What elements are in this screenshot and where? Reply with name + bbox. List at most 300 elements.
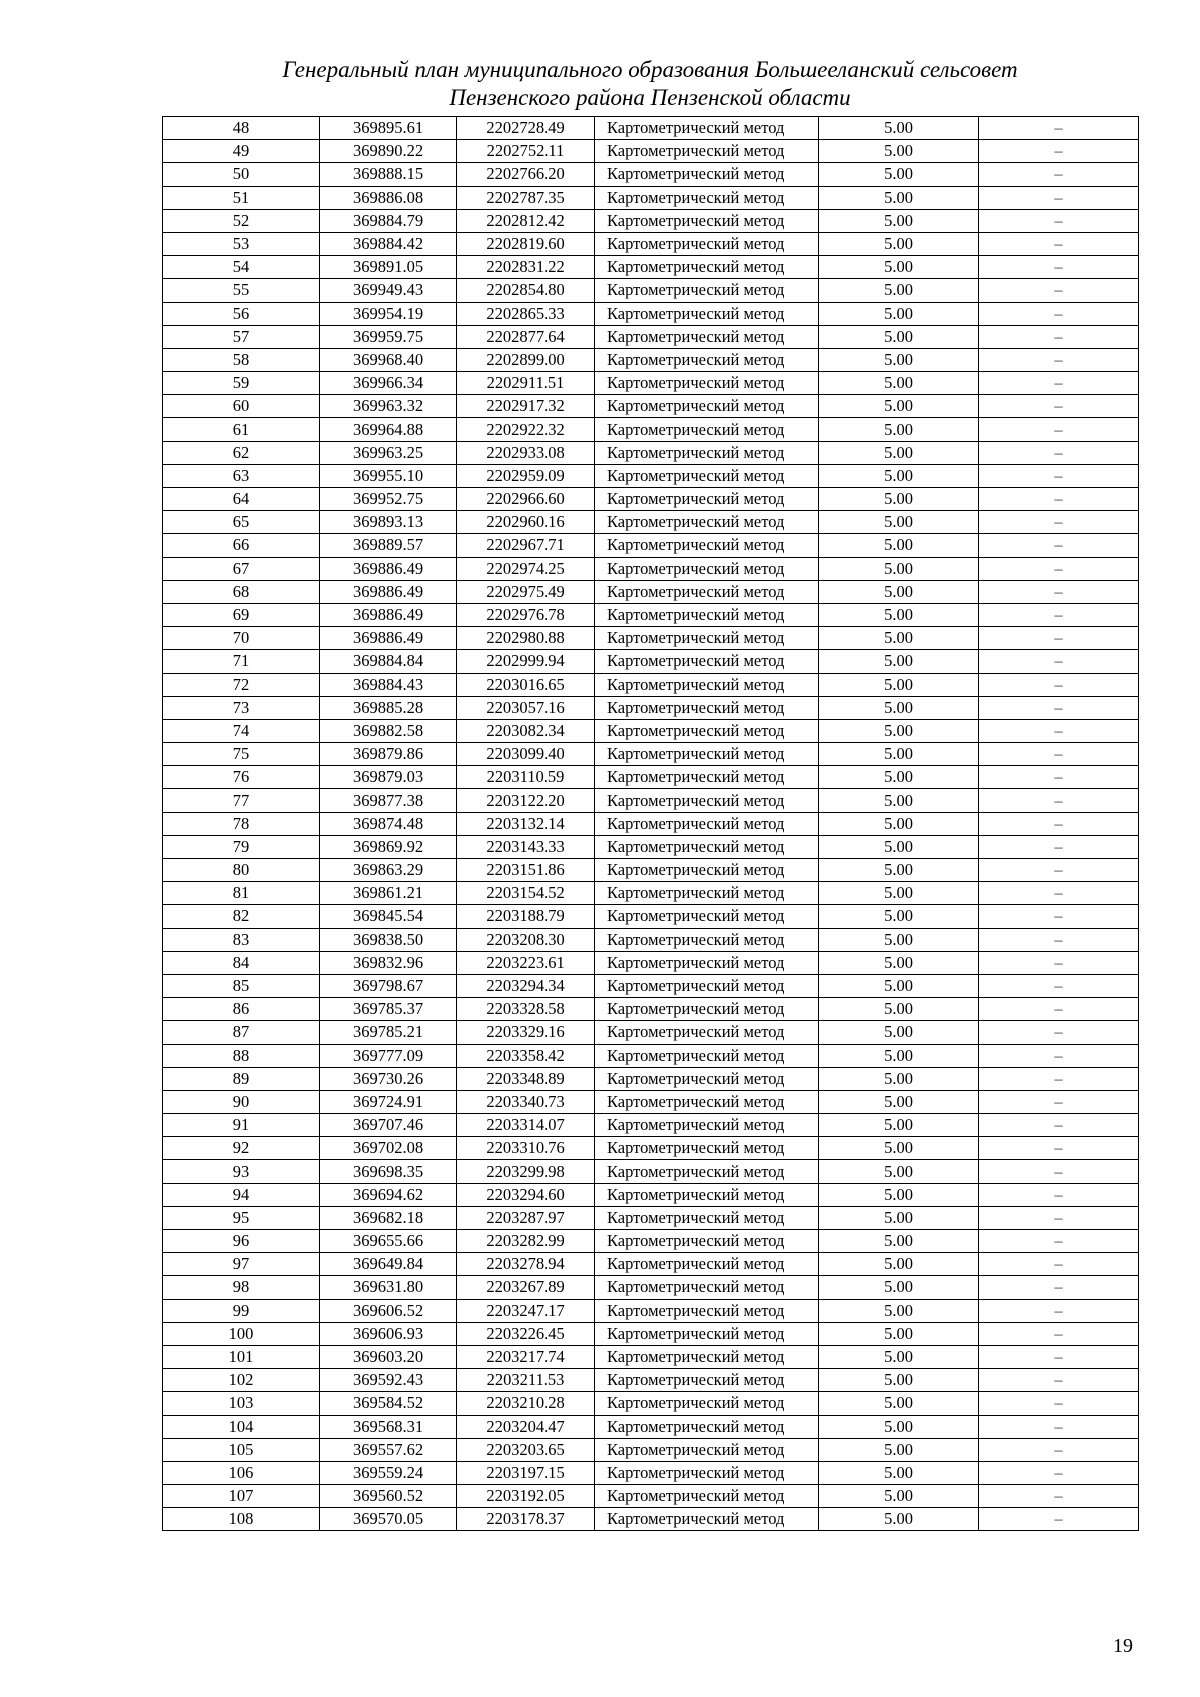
- accuracy-cell: 5.00: [819, 209, 979, 232]
- accuracy-cell: 5.00: [819, 395, 979, 418]
- method-cell: Картометрический метод: [595, 998, 819, 1021]
- x-coordinate-cell: 369785.37: [320, 998, 457, 1021]
- y-coordinate-cell: 2203314.07: [457, 1114, 595, 1137]
- method-cell: Картометрический метод: [595, 1345, 819, 1368]
- x-coordinate-cell: 369884.84: [320, 650, 457, 673]
- accuracy-cell: 5.00: [819, 418, 979, 441]
- method-cell: Картометрический метод: [595, 719, 819, 742]
- accuracy-cell: 5.00: [819, 812, 979, 835]
- accuracy-cell: 5.00: [819, 1415, 979, 1438]
- x-coordinate-cell: 369966.34: [320, 372, 457, 395]
- accuracy-cell: 5.00: [819, 1044, 979, 1067]
- accuracy-cell: 5.00: [819, 1276, 979, 1299]
- y-coordinate-cell: 2202787.35: [457, 186, 595, 209]
- y-coordinate-cell: 2203154.52: [457, 882, 595, 905]
- note-cell: –: [979, 232, 1139, 255]
- x-coordinate-cell: 369631.80: [320, 1276, 457, 1299]
- y-coordinate-cell: 2203282.99: [457, 1230, 595, 1253]
- method-cell: Картометрический метод: [595, 1392, 819, 1415]
- accuracy-cell: 5.00: [819, 1485, 979, 1508]
- point-number-cell: 75: [163, 743, 320, 766]
- accuracy-cell: 5.00: [819, 488, 979, 511]
- method-cell: Картометрический метод: [595, 1369, 819, 1392]
- table-row: [163, 395, 1139, 418]
- y-coordinate-cell: 2203294.60: [457, 1183, 595, 1206]
- note-cell: –: [979, 1369, 1139, 1392]
- y-coordinate-cell: 2203188.79: [457, 905, 595, 928]
- accuracy-cell: 5.00: [819, 1067, 979, 1090]
- table-row: [163, 1392, 1139, 1415]
- table-row: [163, 1322, 1139, 1345]
- note-cell: –: [979, 789, 1139, 812]
- table-row: [163, 464, 1139, 487]
- y-coordinate-cell: 2203203.65: [457, 1438, 595, 1461]
- x-coordinate-cell: 369882.58: [320, 719, 457, 742]
- point-number-cell: 104: [163, 1415, 320, 1438]
- point-number-cell: 68: [163, 580, 320, 603]
- accuracy-cell: 5.00: [819, 117, 979, 140]
- accuracy-cell: 5.00: [819, 1021, 979, 1044]
- y-coordinate-cell: 2202959.09: [457, 464, 595, 487]
- x-coordinate-cell: 369884.43: [320, 673, 457, 696]
- table-row: [163, 673, 1139, 696]
- accuracy-cell: 5.00: [819, 372, 979, 395]
- point-number-cell: 94: [163, 1183, 320, 1206]
- y-coordinate-cell: 2202812.42: [457, 209, 595, 232]
- method-cell: Картометрический метод: [595, 348, 819, 371]
- accuracy-cell: 5.00: [819, 998, 979, 1021]
- table-row: [163, 812, 1139, 835]
- x-coordinate-cell: 369963.25: [320, 441, 457, 464]
- point-number-cell: 48: [163, 117, 320, 140]
- point-number-cell: 98: [163, 1276, 320, 1299]
- accuracy-cell: 5.00: [819, 1183, 979, 1206]
- table-row: [163, 580, 1139, 603]
- y-coordinate-cell: 2202976.78: [457, 603, 595, 626]
- method-cell: Картометрический метод: [595, 441, 819, 464]
- method-cell: Картометрический метод: [595, 395, 819, 418]
- method-cell: Картометрический метод: [595, 603, 819, 626]
- method-cell: Картометрический метод: [595, 557, 819, 580]
- x-coordinate-cell: 369730.26: [320, 1067, 457, 1090]
- note-cell: –: [979, 1276, 1139, 1299]
- y-coordinate-cell: 2203143.33: [457, 835, 595, 858]
- y-coordinate-cell: 2203057.16: [457, 696, 595, 719]
- note-cell: –: [979, 1392, 1139, 1415]
- x-coordinate-cell: 369884.79: [320, 209, 457, 232]
- note-cell: –: [979, 1508, 1139, 1531]
- method-cell: Картометрический метод: [595, 1415, 819, 1438]
- table-row: [163, 1230, 1139, 1253]
- accuracy-cell: 5.00: [819, 1345, 979, 1368]
- x-coordinate-cell: 369838.50: [320, 928, 457, 951]
- note-cell: –: [979, 1438, 1139, 1461]
- accuracy-cell: 5.00: [819, 1090, 979, 1113]
- point-number-cell: 102: [163, 1369, 320, 1392]
- accuracy-cell: 5.00: [819, 1461, 979, 1484]
- y-coordinate-cell: 2203110.59: [457, 766, 595, 789]
- point-number-cell: 63: [163, 464, 320, 487]
- table-row: [163, 348, 1139, 371]
- x-coordinate-cell: 369785.21: [320, 1021, 457, 1044]
- note-cell: –: [979, 1160, 1139, 1183]
- method-cell: Картометрический метод: [595, 1114, 819, 1137]
- y-coordinate-cell: 2202899.00: [457, 348, 595, 371]
- y-coordinate-cell: 2203099.40: [457, 743, 595, 766]
- y-coordinate-cell: 2202766.20: [457, 163, 595, 186]
- table-row: [163, 1299, 1139, 1322]
- point-number-cell: 106: [163, 1461, 320, 1484]
- method-cell: Картометрический метод: [595, 789, 819, 812]
- y-coordinate-cell: 2202980.88: [457, 627, 595, 650]
- note-cell: –: [979, 140, 1139, 163]
- note-cell: –: [979, 186, 1139, 209]
- table-row: [163, 882, 1139, 905]
- method-cell: Картометрический метод: [595, 1276, 819, 1299]
- header-line-1: Генеральный план муниципального образования Большееланский сельсовет: [282, 57, 1018, 82]
- point-number-cell: 49: [163, 140, 320, 163]
- note-cell: –: [979, 1090, 1139, 1113]
- y-coordinate-cell: 2202933.08: [457, 441, 595, 464]
- table-row: [163, 256, 1139, 279]
- note-cell: –: [979, 1137, 1139, 1160]
- table-row: [163, 719, 1139, 742]
- y-coordinate-cell: 2203197.15: [457, 1461, 595, 1484]
- table-row: [163, 534, 1139, 557]
- accuracy-cell: 5.00: [819, 627, 979, 650]
- note-cell: –: [979, 974, 1139, 997]
- accuracy-cell: 5.00: [819, 348, 979, 371]
- accuracy-cell: 5.00: [819, 905, 979, 928]
- y-coordinate-cell: 2203178.37: [457, 1508, 595, 1531]
- point-number-cell: 72: [163, 673, 320, 696]
- x-coordinate-cell: 369698.35: [320, 1160, 457, 1183]
- method-cell: Картометрический метод: [595, 1160, 819, 1183]
- note-cell: –: [979, 673, 1139, 696]
- point-number-cell: 76: [163, 766, 320, 789]
- point-number-cell: 79: [163, 835, 320, 858]
- accuracy-cell: 5.00: [819, 766, 979, 789]
- method-cell: Картометрический метод: [595, 1044, 819, 1067]
- x-coordinate-cell: 369655.66: [320, 1230, 457, 1253]
- x-coordinate-cell: 369845.54: [320, 905, 457, 928]
- x-coordinate-cell: 369707.46: [320, 1114, 457, 1137]
- note-cell: –: [979, 441, 1139, 464]
- table-row: [163, 974, 1139, 997]
- point-number-cell: 77: [163, 789, 320, 812]
- accuracy-cell: 5.00: [819, 557, 979, 580]
- x-coordinate-cell: 369649.84: [320, 1253, 457, 1276]
- point-number-cell: 90: [163, 1090, 320, 1113]
- note-cell: –: [979, 256, 1139, 279]
- method-cell: Картометрический метод: [595, 835, 819, 858]
- x-coordinate-cell: 369584.52: [320, 1392, 457, 1415]
- accuracy-cell: 5.00: [819, 511, 979, 534]
- point-number-cell: 51: [163, 186, 320, 209]
- x-coordinate-cell: 369877.38: [320, 789, 457, 812]
- accuracy-cell: 5.00: [819, 1299, 979, 1322]
- point-number-cell: 64: [163, 488, 320, 511]
- note-cell: –: [979, 719, 1139, 742]
- table-row: [163, 1137, 1139, 1160]
- note-cell: –: [979, 696, 1139, 719]
- note-cell: –: [979, 1461, 1139, 1484]
- table-row: [163, 1067, 1139, 1090]
- point-number-cell: 57: [163, 325, 320, 348]
- table-row: [163, 1044, 1139, 1067]
- coordinates-table-body: [163, 117, 1139, 1531]
- method-cell: Картометрический метод: [595, 1090, 819, 1113]
- table-row: [163, 279, 1139, 302]
- x-coordinate-cell: 369890.22: [320, 140, 457, 163]
- y-coordinate-cell: 2203122.20: [457, 789, 595, 812]
- point-number-cell: 100: [163, 1322, 320, 1345]
- y-coordinate-cell: 2202966.60: [457, 488, 595, 511]
- x-coordinate-cell: 369886.49: [320, 603, 457, 626]
- method-cell: Картометрический метод: [595, 882, 819, 905]
- method-cell: Картометрический метод: [595, 1438, 819, 1461]
- table-row: [163, 951, 1139, 974]
- note-cell: –: [979, 511, 1139, 534]
- method-cell: Картометрический метод: [595, 117, 819, 140]
- method-cell: Картометрический метод: [595, 209, 819, 232]
- table-row: [163, 302, 1139, 325]
- point-number-cell: 55: [163, 279, 320, 302]
- table-row: [163, 603, 1139, 626]
- x-coordinate-cell: 369955.10: [320, 464, 457, 487]
- accuracy-cell: 5.00: [819, 1438, 979, 1461]
- table-row: [163, 1276, 1139, 1299]
- table-row: [163, 1206, 1139, 1229]
- note-cell: –: [979, 580, 1139, 603]
- page-number: 19: [1113, 1635, 1133, 1657]
- table-row: [163, 372, 1139, 395]
- accuracy-cell: 5.00: [819, 673, 979, 696]
- point-number-cell: 107: [163, 1485, 320, 1508]
- method-cell: Картометрический метод: [595, 1322, 819, 1345]
- point-number-cell: 103: [163, 1392, 320, 1415]
- point-number-cell: 74: [163, 719, 320, 742]
- x-coordinate-cell: 369885.28: [320, 696, 457, 719]
- accuracy-cell: 5.00: [819, 603, 979, 626]
- x-coordinate-cell: 369861.21: [320, 882, 457, 905]
- y-coordinate-cell: 2202819.60: [457, 232, 595, 255]
- note-cell: –: [979, 464, 1139, 487]
- x-coordinate-cell: 369879.03: [320, 766, 457, 789]
- x-coordinate-cell: 369724.91: [320, 1090, 457, 1113]
- point-number-cell: 108: [163, 1508, 320, 1531]
- method-cell: Картометрический метод: [595, 279, 819, 302]
- x-coordinate-cell: 369559.24: [320, 1461, 457, 1484]
- table-row: [163, 859, 1139, 882]
- method-cell: Картометрический метод: [595, 974, 819, 997]
- table-row: [163, 696, 1139, 719]
- table-row: [163, 650, 1139, 673]
- accuracy-cell: 5.00: [819, 1114, 979, 1137]
- y-coordinate-cell: 2203299.98: [457, 1160, 595, 1183]
- y-coordinate-cell: 2203287.97: [457, 1206, 595, 1229]
- accuracy-cell: 5.00: [819, 1160, 979, 1183]
- point-number-cell: 69: [163, 603, 320, 626]
- table-row: [163, 232, 1139, 255]
- x-coordinate-cell: 369959.75: [320, 325, 457, 348]
- x-coordinate-cell: 369606.52: [320, 1299, 457, 1322]
- note-cell: –: [979, 1021, 1139, 1044]
- y-coordinate-cell: 2202728.49: [457, 117, 595, 140]
- point-number-cell: 71: [163, 650, 320, 673]
- point-number-cell: 86: [163, 998, 320, 1021]
- table-row: [163, 1461, 1139, 1484]
- x-coordinate-cell: 369954.19: [320, 302, 457, 325]
- note-cell: –: [979, 603, 1139, 626]
- table-row: [163, 1415, 1139, 1438]
- y-coordinate-cell: 2202999.94: [457, 650, 595, 673]
- note-cell: –: [979, 766, 1139, 789]
- table-row: [163, 928, 1139, 951]
- point-number-cell: 67: [163, 557, 320, 580]
- x-coordinate-cell: 369886.49: [320, 580, 457, 603]
- y-coordinate-cell: 2203294.34: [457, 974, 595, 997]
- note-cell: –: [979, 534, 1139, 557]
- accuracy-cell: 5.00: [819, 534, 979, 557]
- table-row: [163, 1114, 1139, 1137]
- accuracy-cell: 5.00: [819, 835, 979, 858]
- y-coordinate-cell: 2203211.53: [457, 1369, 595, 1392]
- y-coordinate-cell: 2203210.28: [457, 1392, 595, 1415]
- x-coordinate-cell: 369874.48: [320, 812, 457, 835]
- point-number-cell: 80: [163, 859, 320, 882]
- x-coordinate-cell: 369570.05: [320, 1508, 457, 1531]
- accuracy-cell: 5.00: [819, 163, 979, 186]
- x-coordinate-cell: 369557.62: [320, 1438, 457, 1461]
- method-cell: Картометрический метод: [595, 673, 819, 696]
- y-coordinate-cell: 2203329.16: [457, 1021, 595, 1044]
- method-cell: Картометрический метод: [595, 1253, 819, 1276]
- table-row: [163, 325, 1139, 348]
- note-cell: –: [979, 627, 1139, 650]
- x-coordinate-cell: 369568.31: [320, 1415, 457, 1438]
- y-coordinate-cell: 2202877.64: [457, 325, 595, 348]
- note-cell: –: [979, 1114, 1139, 1137]
- method-cell: Картометрический метод: [595, 232, 819, 255]
- method-cell: Картометрический метод: [595, 1230, 819, 1253]
- x-coordinate-cell: 369893.13: [320, 511, 457, 534]
- method-cell: Картометрический метод: [595, 1137, 819, 1160]
- point-number-cell: 50: [163, 163, 320, 186]
- x-coordinate-cell: 369694.62: [320, 1183, 457, 1206]
- accuracy-cell: 5.00: [819, 1206, 979, 1229]
- method-cell: Картометрический метод: [595, 1461, 819, 1484]
- y-coordinate-cell: 2203204.47: [457, 1415, 595, 1438]
- table-row: [163, 557, 1139, 580]
- point-number-cell: 54: [163, 256, 320, 279]
- accuracy-cell: 5.00: [819, 743, 979, 766]
- coordinates-table: [162, 116, 1139, 1531]
- y-coordinate-cell: 2202922.32: [457, 418, 595, 441]
- y-coordinate-cell: 2203310.76: [457, 1137, 595, 1160]
- y-coordinate-cell: 2203082.34: [457, 719, 595, 742]
- method-cell: Картометрический метод: [595, 1206, 819, 1229]
- point-number-cell: 91: [163, 1114, 320, 1137]
- note-cell: –: [979, 325, 1139, 348]
- note-cell: –: [979, 209, 1139, 232]
- note-cell: –: [979, 998, 1139, 1021]
- accuracy-cell: 5.00: [819, 1392, 979, 1415]
- y-coordinate-cell: 2203267.89: [457, 1276, 595, 1299]
- y-coordinate-cell: 2203247.17: [457, 1299, 595, 1322]
- accuracy-cell: 5.00: [819, 140, 979, 163]
- table-row: [163, 998, 1139, 1021]
- table-row: [163, 1021, 1139, 1044]
- point-number-cell: 84: [163, 951, 320, 974]
- y-coordinate-cell: 2202974.25: [457, 557, 595, 580]
- table-row: [163, 140, 1139, 163]
- table-row: [163, 1369, 1139, 1392]
- table-row: [163, 511, 1139, 534]
- point-number-cell: 60: [163, 395, 320, 418]
- x-coordinate-cell: 369968.40: [320, 348, 457, 371]
- x-coordinate-cell: 369682.18: [320, 1206, 457, 1229]
- x-coordinate-cell: 369886.08: [320, 186, 457, 209]
- point-number-cell: 88: [163, 1044, 320, 1067]
- x-coordinate-cell: 369798.67: [320, 974, 457, 997]
- method-cell: Картометрический метод: [595, 1485, 819, 1508]
- method-cell: Картометрический метод: [595, 580, 819, 603]
- point-number-cell: 52: [163, 209, 320, 232]
- x-coordinate-cell: 369886.49: [320, 627, 457, 650]
- table-row: [163, 1345, 1139, 1368]
- note-cell: –: [979, 395, 1139, 418]
- note-cell: –: [979, 1322, 1139, 1345]
- table-row: [163, 209, 1139, 232]
- note-cell: –: [979, 163, 1139, 186]
- method-cell: Картометрический метод: [595, 488, 819, 511]
- point-number-cell: 56: [163, 302, 320, 325]
- note-cell: –: [979, 743, 1139, 766]
- method-cell: Картометрический метод: [595, 812, 819, 835]
- note-cell: –: [979, 951, 1139, 974]
- accuracy-cell: 5.00: [819, 1230, 979, 1253]
- table-row: [163, 1508, 1139, 1531]
- note-cell: –: [979, 1206, 1139, 1229]
- note-cell: –: [979, 418, 1139, 441]
- point-number-cell: 70: [163, 627, 320, 650]
- note-cell: –: [979, 1230, 1139, 1253]
- table-row: [163, 418, 1139, 441]
- method-cell: Картометрический метод: [595, 140, 819, 163]
- method-cell: Картометрический метод: [595, 186, 819, 209]
- point-number-cell: 58: [163, 348, 320, 371]
- x-coordinate-cell: 369891.05: [320, 256, 457, 279]
- x-coordinate-cell: 369884.42: [320, 232, 457, 255]
- point-number-cell: 73: [163, 696, 320, 719]
- table-row: [163, 163, 1139, 186]
- accuracy-cell: 5.00: [819, 279, 979, 302]
- method-cell: Картометрический метод: [595, 256, 819, 279]
- method-cell: Картометрический метод: [595, 511, 819, 534]
- point-number-cell: 101: [163, 1345, 320, 1368]
- y-coordinate-cell: 2203192.05: [457, 1485, 595, 1508]
- accuracy-cell: 5.00: [819, 1369, 979, 1392]
- method-cell: Картометрический метод: [595, 928, 819, 951]
- method-cell: Картометрический метод: [595, 534, 819, 557]
- point-number-cell: 53: [163, 232, 320, 255]
- point-number-cell: 99: [163, 1299, 320, 1322]
- accuracy-cell: 5.00: [819, 256, 979, 279]
- accuracy-cell: 5.00: [819, 580, 979, 603]
- x-coordinate-cell: 369964.88: [320, 418, 457, 441]
- x-coordinate-cell: 369963.32: [320, 395, 457, 418]
